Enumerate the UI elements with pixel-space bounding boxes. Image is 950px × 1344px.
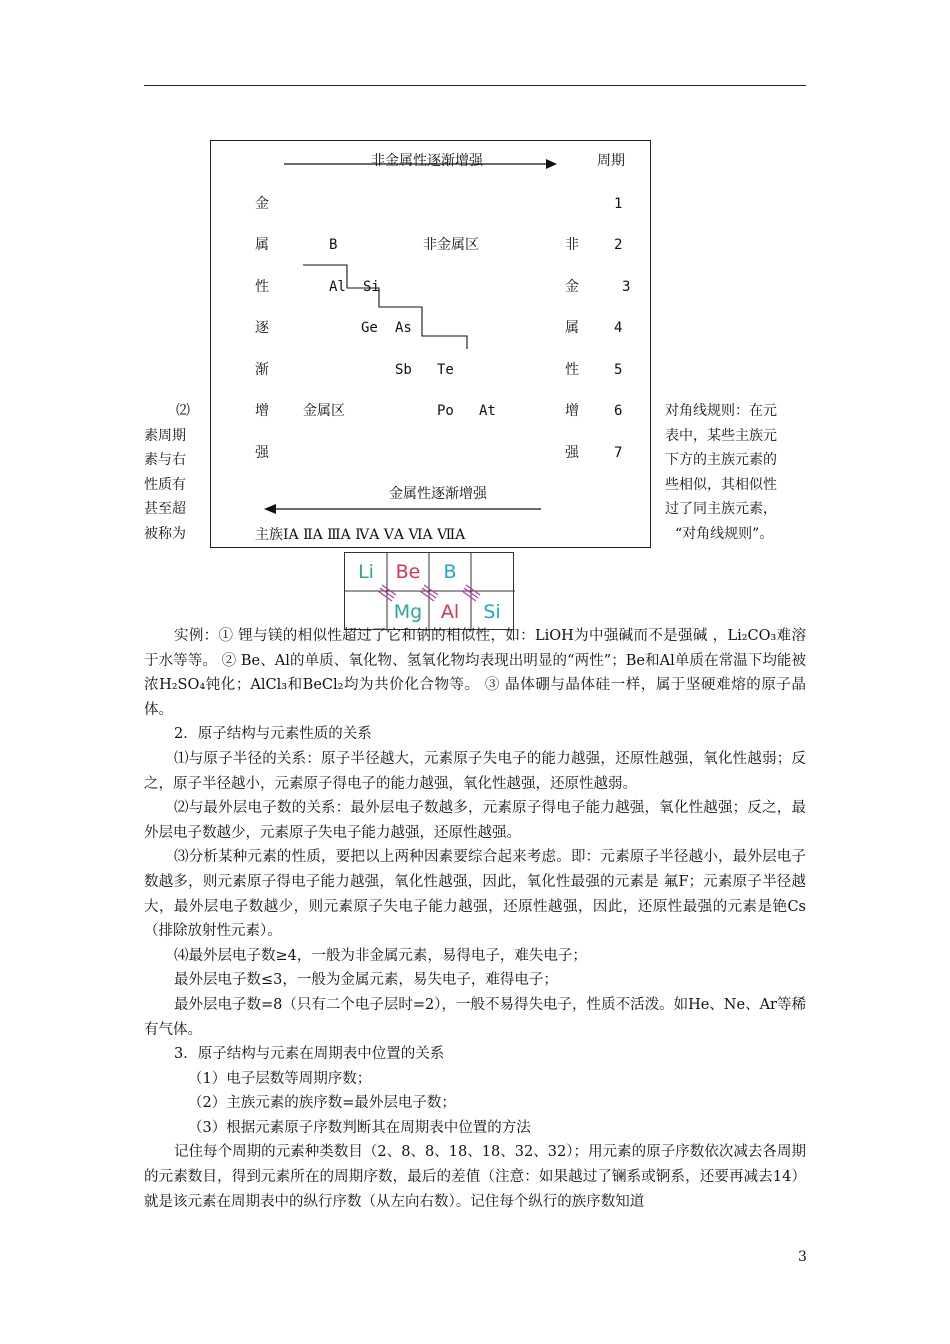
element-label: As <box>395 320 412 336</box>
left-vertical-char: 强 <box>255 445 269 461</box>
bottom-arrow-label: 金属性逐渐增强 <box>389 486 487 502</box>
paragraph: 最外层电子数≤3，一般为金属元素，易失电子，难得电子； <box>174 972 558 989</box>
paragraph: ⑷最外层电子数≥4，一般为非金属元素，易得电子，难失电子； <box>174 947 587 964</box>
period-header: 周期 <box>597 153 625 169</box>
element-label: B <box>329 237 338 253</box>
paragraph: 最外层电子数=8（只有二个电子层时=2），一般不易得失电子，性质不活泼。如He、Ne、Ar等稀有气体。 <box>144 996 806 1038</box>
period-number: 4 <box>614 320 623 336</box>
nonmetal-zone-label: 非金属区 <box>423 237 479 253</box>
side-left-line: 素与右 <box>144 452 186 468</box>
element-label: Sb <box>395 362 412 378</box>
paragraph: 记住每个周期的元素种类数目（2、8、8、18、18、32、32）；用元素的原子序数依次减去各周期的元素数目，得到元素所在的周期序数，最后的差值（注意：如果越过了镧系或锕系，还要再减去14）就是该元素在周期表中的纵行序数（从左向右数）。记住每个纵行的族序数知道 <box>144 1144 806 1210</box>
element-cell-al: Al <box>440 601 460 623</box>
right-vertical-char: 金 <box>565 279 579 295</box>
element-label: Te <box>437 362 454 378</box>
left-vertical-char: 金 <box>255 196 269 212</box>
element-label: Ge <box>361 320 378 336</box>
side-right-line: “对角线规则”。 <box>675 525 774 542</box>
main-groups-row: 主族ⅠA ⅡA ⅢA ⅣA ⅤA ⅥA ⅦA <box>255 527 466 543</box>
side-left-line: 甚至超 <box>144 501 186 517</box>
side-left-line: 被称为 <box>144 525 186 542</box>
element-cell-be: Be <box>395 561 421 583</box>
period-number: 2 <box>614 237 623 253</box>
list-item: （2）主族元素的族序数=最外层电子数； <box>188 1095 456 1112</box>
diagonal-rule-grid <box>344 552 514 630</box>
section-heading-2: 2．原子结构与元素性质的关系 <box>174 726 372 743</box>
periodic-trend-diagram <box>210 140 651 548</box>
element-label: At <box>479 403 496 419</box>
side-text-right <box>665 399 777 546</box>
section-heading-3: 3．原子结构与元素在周期表中位置的关系 <box>174 1046 445 1063</box>
element-cell-si: Si <box>483 601 501 623</box>
side-right-line: 过了同主族元素， <box>665 501 777 517</box>
right-vertical-char: 增 <box>565 403 579 419</box>
right-vertical-char: 强 <box>565 445 579 461</box>
period-number: 7 <box>614 445 623 461</box>
side-right-line: 下方的主族元素的 <box>665 452 777 468</box>
side-left-line: 素周期 <box>144 427 186 444</box>
element-cell-li: Li <box>358 561 374 583</box>
paragraph: ⑵与最外层电子数的关系：最外层电子数越多，元素原子得电子能力越强，氧化性越强；反之，最外层电子数越少，元素原子失电子能力越强，还原性越强。 <box>144 800 806 841</box>
left-vertical-char: 逐 <box>255 320 269 336</box>
period-number: 3 <box>622 279 631 295</box>
right-vertical-char: 性 <box>565 362 579 378</box>
period-number: 1 <box>614 196 623 212</box>
paragraph-examples: 实例：① 锂与镁的相似性超过了它和钠的相似性，如：LiOH为中强碱而不是强碱 ，Li₂CO₃难溶于水等等。 ② Be、Al的单质、氧化物、氢氧化物均表现出明显的“两性”；Be和Al单质在常温下均能被浓H₂SO₄钝化；AlCl₃和BeCl₂均为共价化合物等。 ③ 晶体硼与晶体硅一样，属于坚硬难熔的原子晶体。 <box>144 628 806 718</box>
side-left-line: 性质有 <box>144 476 186 493</box>
element-label: Si <box>363 279 380 295</box>
metal-zone-label: 金属区 <box>303 403 345 419</box>
side-right-line: 些相似，其相似性 <box>665 476 777 493</box>
element-cell-mg: Mg <box>393 601 423 623</box>
right-vertical-char: 属 <box>565 320 579 336</box>
paragraph: ⑶分析某种元素的性质，要把以上两种因素要综合起来考虑。即：元素原子半径越小，最外层电子数越多，则元素原子得电子能力越强，氧化性越强，因此，氧化性最强的元素是 氟F；元素原子半径越大，最外层电子数越少，则元素原子失电子能力越强，还原性越强，因此，还原性最强的元素是铯Cs（排除放射性元素）。 <box>144 849 806 940</box>
side-left-line: ⑵ <box>176 403 190 419</box>
body-text <box>144 624 806 1214</box>
list-item: （1）电子层数等周期序数； <box>188 1070 372 1087</box>
side-right-line: 对角线规则：在元 <box>665 403 777 419</box>
paragraph: ⑴与原子半径的关系：原子半径越大，元素原子失电子的能力越强，还原性越强，氧化性越弱；反之，原子半径越小，元素原子得电子的能力越强，氧化性越强，还原性越弱。 <box>144 750 806 792</box>
header-rule <box>144 85 806 86</box>
left-vertical-char: 增 <box>255 403 269 419</box>
page-number: 3 <box>798 1249 807 1265</box>
side-right-line: 表中，某些主族元 <box>665 427 777 444</box>
side-text-left <box>144 399 190 546</box>
period-number: 5 <box>614 362 623 378</box>
left-vertical-char: 性 <box>255 279 269 295</box>
right-vertical-char: 非 <box>565 237 579 253</box>
left-vertical-char: 属 <box>255 237 269 253</box>
period-number: 6 <box>614 403 623 419</box>
left-vertical-char: 渐 <box>255 362 269 378</box>
element-label: Po <box>437 403 454 419</box>
element-label: Al <box>329 279 346 295</box>
top-arrow-label: 非金属性逐渐增强 <box>371 153 483 169</box>
element-cell-b: B <box>443 561 457 583</box>
list-item: （3）根据元素原子序数判断其在周期表中位置的方法 <box>188 1119 531 1136</box>
